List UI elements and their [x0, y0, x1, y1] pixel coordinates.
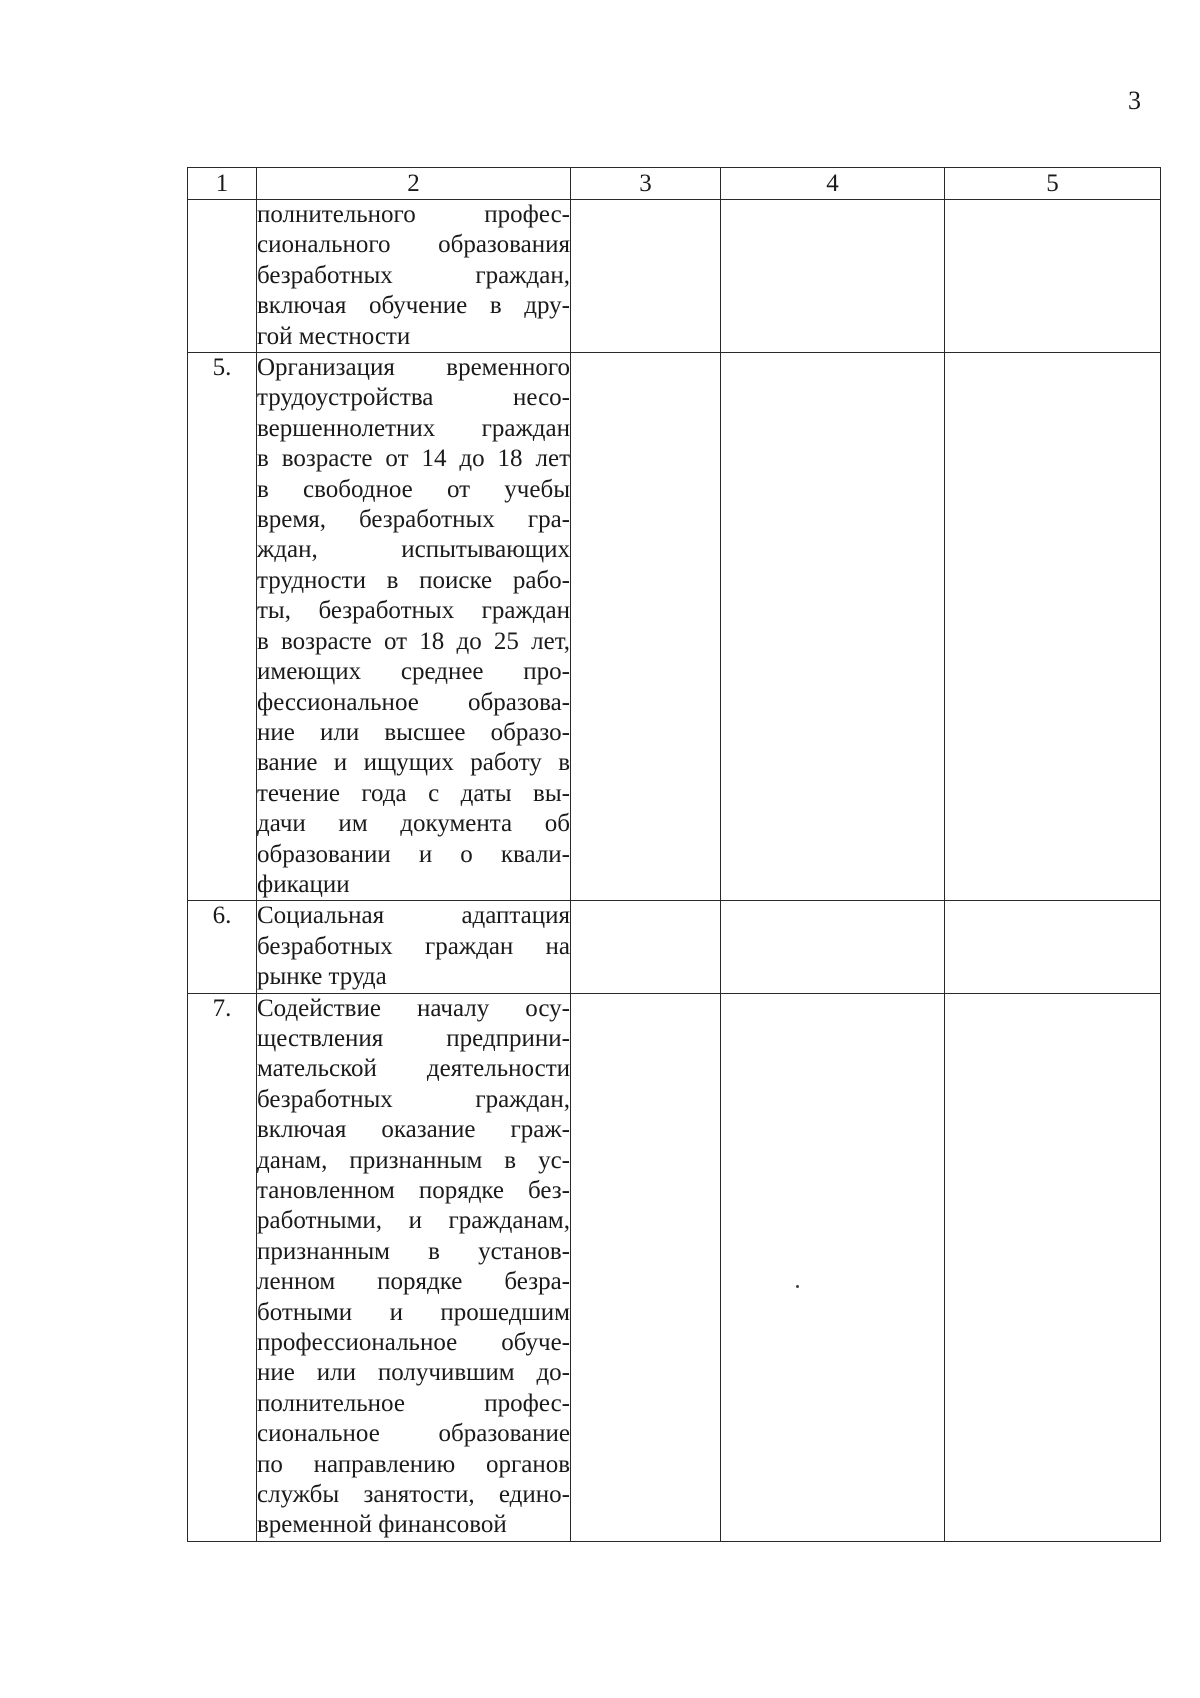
description-line: Содействие началу осу-: [257, 994, 570, 1022]
column-header: 4: [721, 168, 945, 200]
description-line: ты, безработных граждан: [257, 597, 570, 625]
table-row: [188, 200, 1161, 353]
description-line: течение года с даты вы-: [257, 779, 570, 807]
description-line: фикации: [257, 870, 350, 898]
description-line: ботными и прошедшим: [257, 1298, 570, 1326]
description-line: время, безработных гра-: [257, 506, 570, 534]
description-line: полнительное профес-: [257, 1389, 570, 1417]
description-line: включая оказание граж-: [257, 1116, 570, 1144]
row-description: [257, 353, 571, 901]
empty-cell-col-5: [945, 901, 1161, 993]
row-number: 6.: [188, 901, 257, 993]
description-line: в возрасте от 18 до 25 лет,: [257, 627, 570, 655]
document-table: [187, 167, 1161, 1542]
description-line: безработных граждан,: [257, 1085, 570, 1113]
description-line: ние или получившим до-: [257, 1359, 570, 1387]
description-line: ждан, испытывающих: [257, 536, 570, 564]
description-line: по направлению органов: [257, 1450, 570, 1478]
description-line: данам, признанным в ус-: [257, 1146, 570, 1174]
description-line: вание и ищущих работу в: [257, 749, 570, 777]
empty-cell-col-5: [945, 993, 1161, 1541]
row-description: [257, 200, 571, 353]
description-line: трудоустройства несо-: [257, 384, 570, 412]
description-line: службы занятости, едино-: [257, 1481, 570, 1509]
description-line: полнительного профес-: [257, 201, 570, 228]
description-line: тановленном порядке без-: [257, 1177, 570, 1204]
column-header: 5: [945, 168, 1161, 200]
empty-cell-col-5: [945, 200, 1161, 353]
scan-speck: [796, 1285, 799, 1288]
description-line: Организация временного: [257, 354, 570, 382]
description-line: безработных граждан на: [257, 932, 570, 960]
description-line: ние или высшее образо-: [257, 718, 570, 746]
description-line: дачи им документа об: [257, 810, 570, 838]
empty-cell-col-4: [721, 993, 945, 1541]
column-header: 3: [571, 168, 721, 200]
empty-cell-col-4: [721, 353, 945, 901]
column-header: 1: [188, 168, 257, 200]
table-row: [188, 901, 1161, 993]
description-line: сионального образования: [257, 231, 570, 259]
description-line: вершеннолетних граждан: [257, 414, 570, 442]
row-number: 5.: [188, 353, 257, 901]
description-line: фессиональное образова-: [257, 688, 570, 716]
description-line: в возрасте от 14 до 18 лет: [257, 445, 570, 473]
table-header-row: [188, 168, 1161, 200]
description-line: Социальная адаптация: [257, 902, 570, 930]
row-number: 7.: [188, 993, 257, 1541]
row-description: [257, 993, 571, 1541]
column-header: 2: [257, 168, 571, 200]
description-line: мательской деятельности: [257, 1055, 570, 1083]
empty-cell-col-3: [571, 353, 721, 901]
empty-cell-col-3: [571, 200, 721, 353]
empty-cell-col-3: [571, 901, 721, 993]
description-line: имеющих среднее про-: [257, 658, 570, 686]
description-line: признанным в установ-: [257, 1237, 570, 1265]
description-line: рынке труда: [257, 963, 387, 991]
description-line: ществления предприни-: [257, 1024, 570, 1052]
description-line: сиональное образование: [257, 1420, 570, 1448]
page-number: 3: [1128, 86, 1141, 115]
empty-cell-col-3: [571, 993, 721, 1541]
empty-cell-col-4: [721, 200, 945, 353]
empty-cell-col-5: [945, 353, 1161, 901]
description-line: включая обучение в дру-: [257, 292, 570, 320]
description-line: безработных граждан,: [257, 261, 570, 289]
description-line: трудности в поиске рабо-: [257, 566, 570, 594]
description-line: ленном порядке безра-: [257, 1268, 570, 1296]
table-row: [188, 993, 1161, 1541]
description-line: профессиональное обуче-: [257, 1329, 570, 1357]
table-row: [188, 353, 1161, 901]
description-line: временной финансовой: [257, 1511, 507, 1539]
row-number: [188, 200, 257, 353]
row-description: [257, 901, 571, 993]
description-line: в свободное от учебы: [257, 475, 570, 503]
description-line: гой местности: [257, 322, 411, 350]
description-line: работными, и гражданам,: [257, 1207, 570, 1235]
empty-cell-col-4: [721, 901, 945, 993]
description-line: образовании и о квали-: [257, 840, 570, 868]
